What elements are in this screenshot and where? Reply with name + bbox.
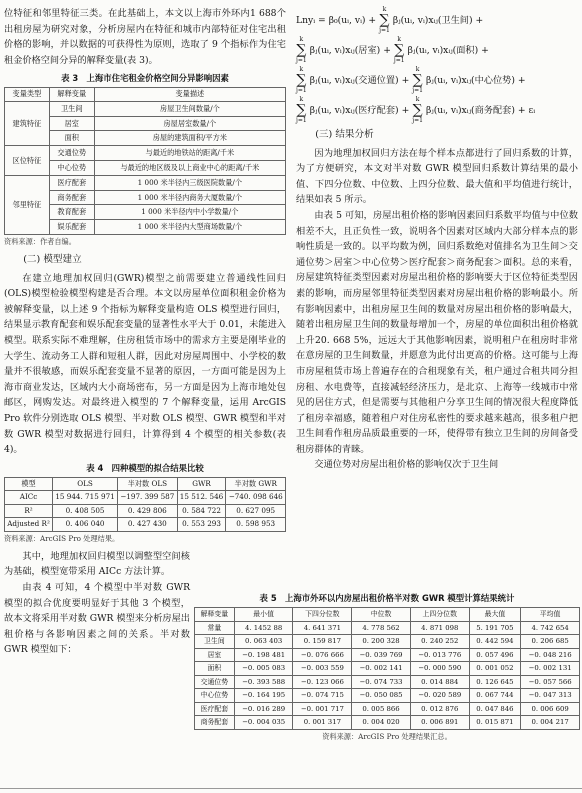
table-cell: 0. 159 817 (293, 635, 352, 649)
table-cell: 0. 012 876 (410, 702, 469, 716)
table-cell: −0. 039 769 (352, 648, 411, 662)
table-cell: 0. 206 685 (521, 635, 580, 649)
variable-name-cell: 面积 (49, 131, 94, 146)
table-cell: 交通位势 (195, 675, 235, 689)
table-cell: 0. 429 806 (118, 504, 178, 518)
table-cell: 0. 063 403 (234, 635, 293, 649)
table-header-cell: 解释变量 (195, 608, 235, 622)
variable-desc-cell: 与最近的地铁站的距离/千米 (94, 146, 285, 161)
variable-name-cell: 商务配套 (49, 190, 94, 205)
table-cell: −0. 164 195 (234, 689, 293, 703)
table-cell: −0. 005 083 (234, 662, 293, 676)
table-cell: 15 512. 546 (177, 491, 226, 505)
table-cell: 4. 742 654 (521, 621, 580, 635)
table-cell: 5. 191 705 (469, 621, 521, 635)
table-header-cell: 模型 (5, 477, 53, 491)
table5-source: 资料来源：ArcGIS Pro 处理结果汇总。 (322, 731, 452, 741)
paragraph-bandwidth: 其中，地理加权回归模型以调整型空间核为基础，模型宽带采用 AICc 方法计算。 (4, 550, 190, 578)
variable-name-cell: 中心位势 (49, 161, 94, 176)
table-cell: −740. 098 646 (226, 491, 286, 505)
table-cell: −0. 074 715 (293, 689, 352, 703)
table-header-cell: 上四分位数 (410, 608, 469, 622)
table-cell: −197. 399 587 (118, 491, 178, 505)
variable-type-cell: 邻里特征 (5, 175, 50, 234)
sigma-glyph: ∑ (379, 12, 390, 28)
table-cell: −0. 001 717 (293, 702, 352, 716)
table-row (195, 716, 580, 730)
table-row (5, 518, 286, 532)
table-cell: 0. 408 505 (53, 504, 118, 518)
sum-upper-limit: k (415, 66, 420, 73)
table-row (195, 635, 580, 649)
equation-term: βⱼ(uᵢ, vᵢ)xᵢⱼ(交通位置) + (309, 74, 410, 86)
table-cell: 0. 240 252 (410, 635, 469, 649)
table-row (195, 662, 580, 676)
table-header-cell: 变量描述 (94, 88, 285, 102)
table-cell: 0. 015 871 (469, 716, 521, 730)
table-cell: −0. 002 131 (521, 662, 580, 676)
table-cell: 0. 126 645 (469, 675, 521, 689)
table5-block (194, 588, 580, 747)
table-cell: 0. 004 020 (352, 716, 411, 730)
table-header-cell: 下四分位数 (293, 608, 352, 622)
table-cell: 0. 627 095 (226, 504, 286, 518)
table-header-cell: 最大值 (469, 608, 521, 622)
table-row (195, 675, 580, 689)
table4-caption: 表 4 四种模型的拟合结果比较 (86, 462, 204, 473)
sum-symbol (296, 96, 307, 124)
paragraph-model: 在建立地理加权回归(GWR)模型之前需要建立普通线性回归(OLS)模型检验模型构建是否合理。本文以房屋单位面积租金价格为被解释变量，以上述 9 个指标为解释变量构造 OLS 模型进行回归，结果显示教育配套和娱乐配套变量的显著性水平大于 0.01，未能进入模型。联系实际不难理解，住房租赁市场中的需求方主要是刚毕业的大学生、流动务工人群和短租人群，因此对房屋周围中、小学校的数量并不很敏感，而娱乐配套变量不显著的原因，一方面可能是因为上海市商业发达，区域内大小商场密布，另一方面是因为上海市地处包邮区，网购发达。对最终进入模型的 7 个解释变量，运用 ArcGIS Pro 软件分别选取 OLS 模型、半对数 OLS 模型、GWR 模型和半对数 GWR 模型对数据进行回归，计算得到 4 个模型的相关参数(表 4)。 (4, 272, 286, 456)
sum-symbol (296, 66, 307, 94)
variable-desc-cell: 与最近的地区级及以上商业中心的距离/千米 (94, 161, 285, 176)
table-cell: 0. 014 884 (410, 675, 469, 689)
table-header-cell: OLS (53, 477, 118, 491)
variable-name-cell: 教育配套 (49, 205, 94, 220)
table-cell: 0. 005 866 (352, 702, 411, 716)
table-cell: 4. 778 562 (352, 621, 411, 635)
table-header-cell: 半对数 OLS (118, 477, 178, 491)
table-row (5, 504, 286, 518)
table-cell: −0. 050 085 (352, 689, 411, 703)
table-cell: 0. 442 594 (469, 635, 521, 649)
heading-result: (三) 结果分析 (315, 129, 374, 140)
variable-desc-cell: 1 000 米半径内商务大厦数量/个 (94, 190, 285, 205)
variable-desc-cell: 房屋居室数量/个 (94, 116, 285, 131)
equation-term: βⱼ(uᵢ, vᵢ)xᵢⱼ(面积) + (407, 44, 489, 56)
table-header-row (195, 608, 580, 622)
table3-caption: 表 3 上海市住宅租金价格空间分异影响因素 (61, 73, 229, 84)
equation-term: βⱼ(uᵢ, vᵢ)xᵢⱼ(居室) + (309, 44, 391, 56)
sigma-glyph: ∑ (296, 42, 307, 58)
sum-lower-limit: j=1 (393, 57, 405, 64)
sum-symbol (296, 36, 307, 64)
variable-desc-cell: 房屋卫生间数量/个 (94, 101, 285, 116)
paragraph-result-2: 由表 5 可知，房屋出租价格的影响因素回归系数平均值与中位数相差不大，且正负性一致，说明各个因素对区域内大部分样本点的影响性质是一致的。以平均数为例，回归系数绝对值排名为卫生间＞交通位势＞居室＞中心位势＞医疗配套＞商务配套＞面积。总的来看，房屋建筑特征类型因素对房屋出租价格的影响要大于区位特征类型因素的影响，而房屋邻里特征类型因素对房屋出租价格的影响最小。所有影响因素中，出租房屋卫生间的数量对房屋出租价格的影响最大，随着出租房屋卫生间的数量每增加一个，房屋的单位面积出租价格就上升20. 668 5%，远远大于其他影响因素，说明租户在租房时非常在意房屋的卫生间数量，并愿意为此付出更高的价格。这可能与上海市房屋租赁市场上普遍存在的合租现象有关，租户通过合租共同分担房租、水电费等，直接减轻经济压力，是北京、上海等一线城市中常见的居住方式，但是需要与其他租户分享卫生间的情况很大程度降低了租房幸福感，随着租户对住房私密性的要求越来越高，很多租户把卫生间看作租房品质最重要的一环，使得带有独立卫生间的房间备受租房群体的青睐。 (296, 209, 578, 455)
sum-lower-limit: j=1 (412, 87, 423, 94)
sum-upper-limit: k (397, 36, 402, 43)
heading-model: (二) 模型建立 (23, 254, 82, 266)
variable-desc-cell: 房屋的建筑面积/平方米 (94, 131, 285, 146)
table-cell: 卫生间 (195, 635, 235, 649)
table-cell: AICc (5, 491, 53, 505)
table-cell: 居室 (195, 648, 235, 662)
equation-term: βⱼ(uᵢ, vᵢ)xᵢⱼ(卫生间) + (392, 14, 484, 26)
equation-lhs: Lnyᵢ = (296, 14, 326, 26)
table4 (4, 477, 286, 532)
table-cell: 0. 598 953 (226, 518, 286, 532)
variable-name-cell: 医疗配套 (49, 175, 94, 190)
table3 (4, 87, 286, 235)
table-cell: 15 944. 715 971 (53, 491, 118, 505)
table-cell: Adjusted R² (5, 518, 53, 532)
table-cell: −0. 074 733 (352, 675, 411, 689)
sum-lower-limit: j=1 (296, 57, 307, 64)
table-row (195, 702, 580, 716)
gwr-equation (296, 6, 578, 124)
variable-desc-cell: 1 000 米半径内三级医院数量/个 (94, 175, 285, 190)
table-cell: R² (5, 504, 53, 518)
table-row (195, 648, 580, 662)
sum-upper-limit: k (299, 96, 304, 103)
paragraph-intro: 位特征和邻里特征三类。在此基础上，本文以上海市外环内1 688个出租房屋为研究对象，分析房屋内在特征和城市内部特征对住宅出租价格的影响，并以数据的可获得性为原则，选取了 9 个指标作为住宅租金价格空间分异的解释变量(表 3)。 (4, 8, 286, 66)
table-header-cell: GWR (177, 477, 226, 491)
table-row (5, 175, 286, 190)
sum-symbol (394, 36, 405, 64)
table-cell: −0. 123 066 (293, 675, 352, 689)
sum-lower-limit: j=1 (412, 117, 423, 124)
table-header-row (5, 477, 286, 491)
table-cell: 0. 047 846 (469, 702, 521, 716)
sigma-glyph: ∑ (412, 102, 423, 118)
table-row (195, 689, 580, 703)
sigma-glyph: ∑ (296, 102, 307, 118)
table-header-cell: 中位数 (352, 608, 411, 622)
sigma-glyph: ∑ (394, 42, 405, 58)
sum-lower-limit: j=1 (296, 87, 307, 94)
table-row (5, 101, 286, 116)
table-cell: −0. 047 313 (521, 689, 580, 703)
table-cell: −0. 016 289 (234, 702, 293, 716)
equation-term: βⱼ(uᵢ, vᵢ)xᵢⱼ(医疗配套) + (309, 104, 410, 116)
table-cell: −0. 198 481 (234, 648, 293, 662)
paragraph-result-1: 因为地理加权回归方法在每个样本点都进行了回归系数的计算，为了方便研究，本文对半对数 GWR 模型回归系数计算结果的最小值、下四分位数、中位数、上四分位数、最大值和平均值进行统计，结果如表 5 所示。 (296, 147, 578, 206)
table-cell: 0. 001 317 (293, 716, 352, 730)
table5-caption: 表 5 上海市外环以内房屋出租价格半对数 GWR 模型计算结果统计 (259, 593, 515, 603)
table-cell: 常量 (195, 621, 235, 635)
table-cell: −0. 057 566 (521, 675, 580, 689)
table-cell: 4. 871 098 (410, 621, 469, 635)
variable-type-cell: 建筑特征 (5, 101, 50, 145)
variable-type-cell: 区位特征 (5, 146, 50, 176)
table-row (5, 491, 286, 505)
table-cell: −0. 076 666 (293, 648, 352, 662)
sigma-glyph: ∑ (412, 72, 423, 88)
paragraph-model-choice: 由表 4 可知，4 个模型中半对数 GWR 模型的拟合优度要明显好于其他 3 个模型，故本文将采用半对数 GWR 模型来分析房屋出租价格与各影响因素之间的关系。半对数 GWR 模型如下： (4, 581, 190, 656)
table-cell: 面积 (195, 662, 235, 676)
table-cell: 0. 067 744 (469, 689, 521, 703)
table-cell: 0. 427 430 (118, 518, 178, 532)
table-header-cell: 解释变量 (49, 88, 94, 102)
table-cell: 0. 004 217 (521, 716, 580, 730)
sum-symbol (412, 66, 423, 94)
sum-lower-limit: j=1 (379, 27, 390, 34)
table-cell: −0. 000 590 (410, 662, 469, 676)
table-cell: −0. 048 216 (521, 648, 580, 662)
table-cell: 0. 553 293 (177, 518, 226, 532)
table-header-cell: 平均值 (521, 608, 580, 622)
table-cell: −0. 004 035 (234, 716, 293, 730)
variable-name-cell: 卫生间 (49, 101, 94, 116)
table-cell: 中心位势 (195, 689, 235, 703)
table5 (194, 607, 580, 730)
sum-upper-limit: k (299, 66, 304, 73)
table-header-row (5, 88, 286, 102)
sum-symbol (379, 6, 390, 34)
table-cell: 0. 057 496 (469, 648, 521, 662)
table-cell: 医疗配套 (195, 702, 235, 716)
equation-line (296, 96, 578, 124)
table-cell: −0. 003 559 (293, 662, 352, 676)
table-cell: 0. 001 052 (469, 662, 521, 676)
sum-symbol (412, 96, 423, 124)
table-cell: −0. 393 588 (234, 675, 293, 689)
table3-source: 资料来源：作者自编。 (4, 237, 76, 247)
paragraph-result-3: 交通位势对房屋出租价格的影响仅次于卫生间 (314, 459, 499, 471)
sigma-glyph: ∑ (296, 72, 307, 88)
table-cell: −0. 013 776 (410, 648, 469, 662)
equation-line (296, 66, 578, 94)
table-header-cell: 半对数 GWR (226, 477, 286, 491)
variable-name-cell: 居室 (49, 116, 94, 131)
variable-name-cell: 娱乐配套 (49, 220, 94, 235)
table-cell: 商务配套 (195, 716, 235, 730)
page-bottom-rule (0, 788, 582, 789)
table-cell: 0. 200 328 (352, 635, 411, 649)
table-row (195, 621, 580, 635)
left-column (4, 6, 286, 658)
sum-upper-limit: k (415, 96, 420, 103)
table-cell: 4. 1452 88 (234, 621, 293, 635)
table-cell: 0. 584 722 (177, 504, 226, 518)
equation-line (296, 36, 578, 64)
right-column (296, 6, 578, 473)
table-cell: 0. 006 609 (521, 702, 580, 716)
equation-line (296, 6, 578, 34)
sum-lower-limit: j=1 (296, 117, 307, 124)
table-cell: 0. 406 040 (53, 518, 118, 532)
table-cell: −0. 020 589 (410, 689, 469, 703)
equation-term: βⱼ(uᵢ, vᵢ)xᵢⱼ(中心位势) + (425, 74, 526, 86)
table-row (5, 146, 286, 161)
variable-desc-cell: 1 000 米半径内中小学数量/个 (94, 205, 285, 220)
variable-desc-cell: 1 000 米半径内大型商场数量/个 (94, 220, 285, 235)
table-cell: −0. 002 141 (352, 662, 411, 676)
table-cell: 0. 006 891 (410, 716, 469, 730)
variable-name-cell: 交通位势 (49, 146, 94, 161)
table-cell: 4. 641 371 (293, 621, 352, 635)
sum-upper-limit: k (382, 6, 387, 13)
table-header-cell: 最小值 (234, 608, 293, 622)
equation-term: βⱼ(uᵢ, vᵢ)xᵢⱼ(商务配套) + εᵢ (425, 104, 536, 116)
table4-source: 资料来源：ArcGIS Pro 处理结果。 (4, 533, 120, 543)
equation-term: β₀(uᵢ, vᵢ) + (328, 14, 377, 26)
table-header-cell: 变量类型 (5, 88, 50, 102)
sum-upper-limit: k (299, 36, 304, 43)
